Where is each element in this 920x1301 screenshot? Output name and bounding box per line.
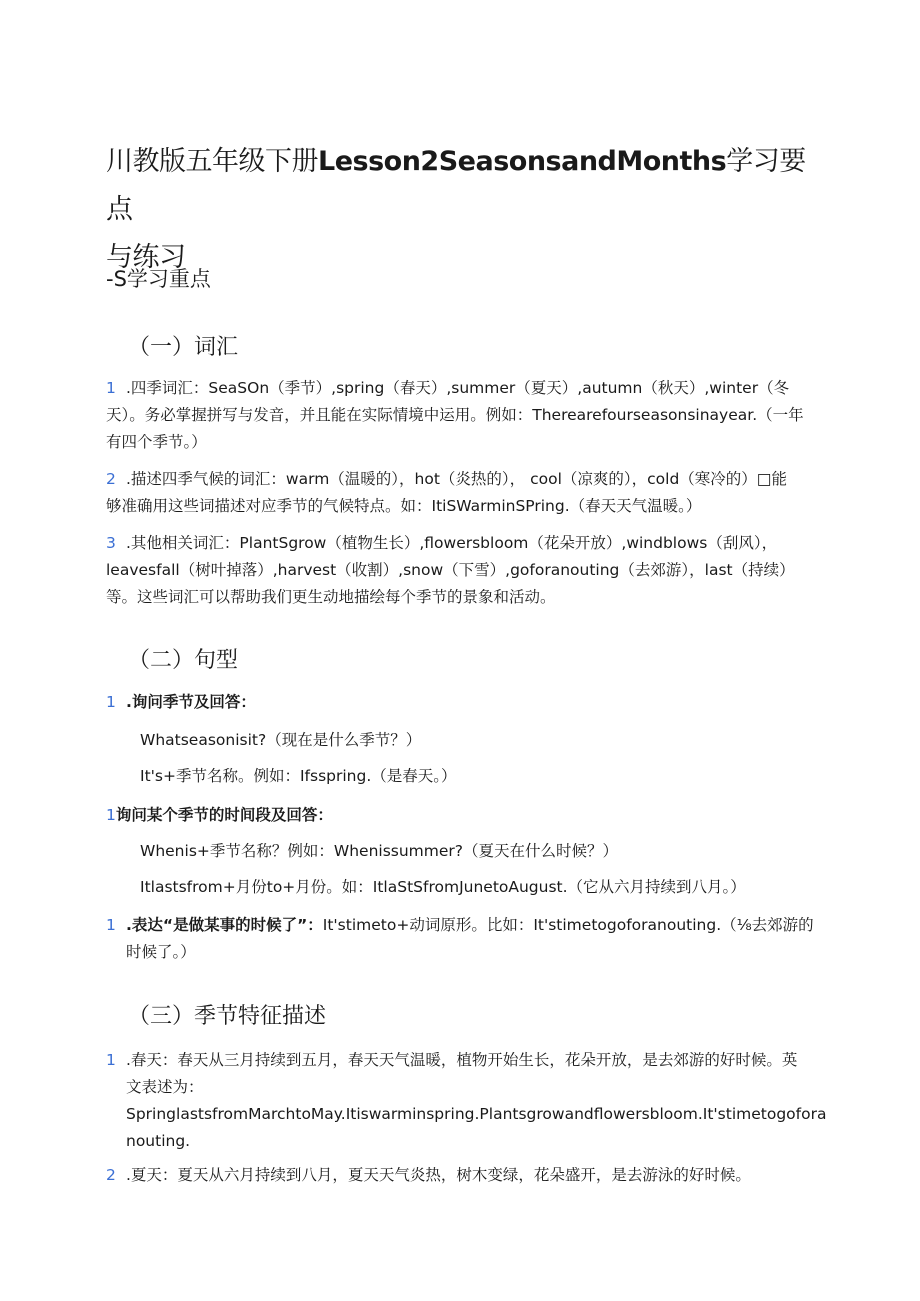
vocab-item-2 bbox=[106, 466, 814, 520]
title-prefix: 川教版五年级下册 bbox=[106, 146, 318, 177]
vocab-heading: （一）词汇 bbox=[128, 335, 239, 360]
features-heading: （三）季节特征描述 bbox=[128, 1004, 327, 1029]
sentence-q1-s2: It's+季节名称。例如：Ifsspring.（是春天。） bbox=[140, 767, 457, 785]
sentences-heading: （二）句型 bbox=[128, 648, 239, 673]
sentence-q1-s1: Whatseasonisit?（现在是什么季节？） bbox=[140, 731, 422, 749]
item-number: 2 bbox=[106, 1166, 116, 1184]
item-number: 1 bbox=[106, 693, 116, 711]
item-text: .其他相关词汇：PlantSgrow（植物生长）,flowersbloom（花朵开放）,windblows（刮风）， bbox=[126, 534, 778, 552]
item-number: 1 bbox=[106, 806, 116, 824]
item-text: .描述四季气候的词汇：warm（温暖的），hot（炎热的）， cool（凉爽的），cold（寒冷的）□能 bbox=[126, 470, 787, 488]
item-number: 1 bbox=[106, 379, 116, 397]
item-text: 天）。务必掌握拼写与发音，并且能在实际情境中运用。例如：Therearefourseasonsinayear.（一年 bbox=[106, 406, 804, 424]
vocab-item-3 bbox=[106, 530, 814, 611]
item-text: .夏天：夏天从六月持续到八月，夏天天气炎热，树木变绿，花朵盛开，是去游泳的好时候。 bbox=[126, 1166, 751, 1184]
sentence-q3 bbox=[106, 912, 814, 966]
sentence-q2-label bbox=[106, 802, 814, 829]
item-text: 时候了。） bbox=[126, 943, 196, 961]
item-number: 3 bbox=[106, 534, 116, 552]
item-number: 2 bbox=[106, 470, 116, 488]
item-label: .询问季节及回答： bbox=[126, 693, 256, 711]
title-bold: Lesson2SeasonsandMonths bbox=[318, 146, 727, 177]
section-heading: -S学习重点 bbox=[106, 267, 211, 291]
item-text: 有四个季节。） bbox=[106, 433, 207, 451]
item-label: .表达“是做某事的时候了”： bbox=[126, 916, 323, 934]
feature-item-2 bbox=[106, 1162, 814, 1189]
item-text: SpringlastsfromMarchtoMay.Itiswarminspring.Plantsgrowandflowersbloom.It'stimetogofora bbox=[126, 1105, 827, 1123]
title-suffix: 学习要点 bbox=[106, 146, 806, 225]
title-line2: 与练习 bbox=[106, 242, 186, 273]
item-text: .四季词汇：SeaSOn（季节）,spring（春天）,summer（夏天）,autumn（秋天）,winter（冬 bbox=[126, 379, 790, 397]
item-label: 询问某个季节的时间段及回答： bbox=[115, 806, 333, 824]
document-title bbox=[106, 138, 826, 282]
item-text: leavesfall（树叶掉落）,harvest（收割）,snow（下雪）,goforanouting（去郊游），last（持续） bbox=[106, 561, 795, 579]
item-text: 等。这些词汇可以帮助我们更生动地描绘每个季节的景象和活动。 bbox=[106, 588, 556, 606]
item-text: 文表述为： bbox=[126, 1078, 204, 1096]
item-text: 够准确用这些词描述对应季节的气候特点。如：ItiSWarminSPring.（春天天气温暖。） bbox=[106, 497, 702, 515]
item-text: .春天：春天从三月持续到五月，春天天气温暖，植物开始生长，花朵开放，是去郊游的好时候。英 bbox=[126, 1051, 798, 1069]
item-number: 1 bbox=[106, 916, 116, 934]
sentence-q1-label bbox=[106, 689, 814, 716]
item-number: 1 bbox=[106, 1051, 116, 1069]
item-text: It'stimeto+动词原形。比如：It'stimetogoforanouting.（⅛去郊游的 bbox=[322, 916, 814, 934]
sentence-q2-s1: Whenis+季节名称？例如：Whenissummer?（夏天在什么时候？） bbox=[140, 842, 619, 860]
sentence-q2-s2: Itlastsfrom+月份to+月份。如：ItlaStSfromJunetoAugust.（它从六月持续到八月。） bbox=[140, 878, 746, 896]
item-text: nouting. bbox=[126, 1132, 191, 1150]
feature-item-1 bbox=[106, 1047, 827, 1155]
vocab-item-1 bbox=[106, 375, 814, 456]
